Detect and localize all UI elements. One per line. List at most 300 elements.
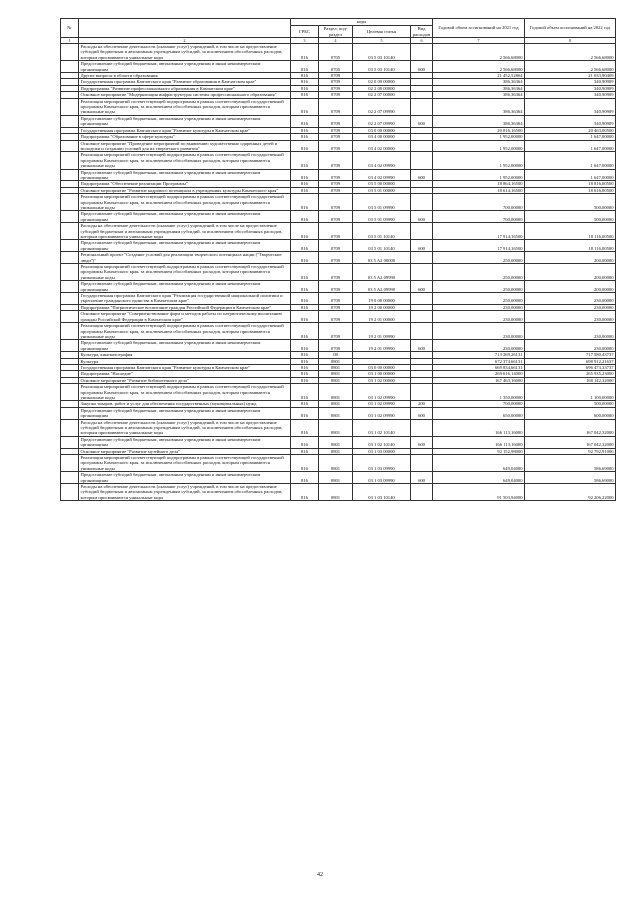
row-grbs: 816 <box>291 377 319 383</box>
num-cell <box>61 384 79 401</box>
row-target: 03 5 A2 09990 <box>353 281 411 293</box>
table-row <box>61 98 616 115</box>
row-name: Предоставление субсидий бюджетным, автономным учреждениям и иным некоммерческим организациям <box>79 340 291 352</box>
num-cell <box>61 169 79 181</box>
row-grbs: 816 <box>291 61 319 73</box>
row-name: Подпрограмма "Обеспечение реализации Программы" <box>79 181 291 187</box>
row-amount-2022: 230,00000 <box>525 323 616 340</box>
row-amount-2021: 649,04000 <box>433 472 525 484</box>
row-amount-2022: 230,00000 <box>525 304 616 310</box>
table-row <box>61 384 616 401</box>
row-name: Предоставление субсидий бюджетным, автономным учреждениям и иным некоммерческим организациям <box>79 472 291 484</box>
table-row <box>61 472 616 484</box>
row-target: 03 5 A2 09990 <box>353 264 411 281</box>
row-razdel: 0801 <box>319 436 353 448</box>
row-grbs: 816 <box>291 364 319 370</box>
row-grbs: 816 <box>291 252 319 264</box>
row-razdel: 0801 <box>319 448 353 454</box>
table-row <box>61 311 616 323</box>
row-amount-2021: 167 463,16000 <box>433 377 525 383</box>
row-amount-2021: 20 816,16500 <box>433 127 525 133</box>
row-vr <box>411 264 433 281</box>
table-row <box>61 211 616 223</box>
table-row <box>61 44 616 61</box>
row-name: Реализация мероприятий соответствующей подпрограммы в рамках соответствующей государственной программы Камчатского края, за исключением обособленных расходов, которым присваиваются уникальные коды <box>79 152 291 169</box>
row-amount-2022: 167 042,32000 <box>525 419 616 436</box>
row-grbs: 816 <box>291 448 319 454</box>
row-grbs: 816 <box>291 140 319 152</box>
row-amount-2021: 91 503,94000 <box>433 484 525 501</box>
row-amount-2022: 21 033,90409 <box>525 73 616 79</box>
row-target: 02 2 07 09990 <box>353 98 411 115</box>
row-razdel: 0709 <box>319 240 353 252</box>
row-name: Расходы на обеспечение деятельности (оказание услуг) учреждений, в том числе на предоставление субсидий бюджетным и автономным учреждениям субсидий, за исключением обособленных расходов, которым присваиваются уникальные коды <box>79 44 291 61</box>
header-grbs: ГРБС <box>291 26 319 38</box>
row-name: Предоставление субсидий бюджетным, автономным учреждениям и иным некоммерческим организациям <box>79 240 291 252</box>
row-razdel: 0705 <box>319 44 353 61</box>
num-cell <box>61 98 79 115</box>
row-vr <box>411 384 433 401</box>
row-amount-2021: 166 113,16000 <box>433 419 525 436</box>
num-cell <box>61 472 79 484</box>
colnum: 5 <box>353 38 411 44</box>
row-razdel: 0709 <box>319 293 353 305</box>
row-razdel: 0709 <box>319 152 353 169</box>
row-amount-2022: 265 935,23000 <box>525 371 616 377</box>
row-name: Предоставление субсидий бюджетным, автономным учреждениям и иным некоммерческим организациям <box>79 169 291 181</box>
row-amount-2022: 200,00000 <box>525 264 616 281</box>
row-grbs: 816 <box>291 264 319 281</box>
row-grbs: 816 <box>291 352 319 358</box>
row-amount-2021: 230,00000 <box>433 323 525 340</box>
row-razdel: 0709 <box>319 194 353 211</box>
colnum: 2 <box>79 38 291 44</box>
row-target: 02 2 00 00000 <box>353 85 411 91</box>
row-grbs: 816 <box>291 44 319 61</box>
num-cell <box>61 340 79 352</box>
row-grbs: 816 <box>291 98 319 115</box>
row-amount-2022: 2 566,68000 <box>525 61 616 73</box>
row-grbs: 816 <box>291 293 319 305</box>
row-target: 03 0 00 00000 <box>353 127 411 133</box>
row-amount-2021: 386,36364 <box>433 92 525 98</box>
row-name: Реализация мероприятий соответствующей подпрограммы в рамках соответствующей государственной программы Камчатского края, за исключением обособленных расходов, которым присваиваются уникальные коды <box>79 194 291 211</box>
num-cell <box>61 407 79 419</box>
row-amount-2022: 500,00000 <box>525 194 616 211</box>
row-vr <box>411 419 433 436</box>
row-amount-2021: 649,04000 <box>433 455 525 472</box>
row-target: 03 1 00 00000 <box>353 371 411 377</box>
row-amount-2022: 168 142,32000 <box>525 377 616 383</box>
num-cell <box>61 484 79 501</box>
num-cell <box>61 252 79 264</box>
row-target: 03 5 A2 00000 <box>353 252 411 264</box>
row-amount-2022: 340,90909 <box>525 79 616 85</box>
row-name: Предоставление субсидий бюджетным, автономным учреждениям и иным некоммерческим организациям <box>79 407 291 419</box>
row-razdel: 0709 <box>319 115 353 127</box>
row-razdel: 0801 <box>319 455 353 472</box>
row-grbs: 816 <box>291 436 319 448</box>
row-name: Культура <box>79 358 291 364</box>
row-vr: 600 <box>411 211 433 223</box>
row-grbs: 816 <box>291 79 319 85</box>
row-razdel: 0709 <box>319 304 353 310</box>
row-name: Предоставление субсидий бюджетным, автономным учреждениям и иным некоммерческим организациям <box>79 281 291 293</box>
row-razdel: 0801 <box>319 358 353 364</box>
row-name: Реализация мероприятий соответствующей подпрограммы в рамках соответствующей государственной программы Камчатского края, за исключением обособленных расходов, которым присваиваются уникальные коды <box>79 384 291 401</box>
row-razdel: 0709 <box>319 85 353 91</box>
num-cell <box>61 323 79 340</box>
row-amount-2022: 340,90909 <box>525 115 616 127</box>
row-razdel: 0709 <box>319 340 353 352</box>
row-target: 03 5 01 09990 <box>353 194 411 211</box>
num-cell <box>61 293 79 305</box>
row-amount-2022: 167 042,32000 <box>525 436 616 448</box>
row-target: 19 2 01 09990 <box>353 323 411 340</box>
row-amount-2022: 20 463,00500 <box>525 127 616 133</box>
row-grbs: 816 <box>291 311 319 323</box>
row-amount-2021: 18 864,16500 <box>433 181 525 187</box>
row-grbs: 816 <box>291 407 319 419</box>
row-vr: 600 <box>411 472 433 484</box>
row-razdel: 0709 <box>319 134 353 140</box>
header-2021: Годовой объем ассигнований на 2021 год <box>433 19 525 38</box>
row-amount-2022: 717 580,43737 <box>525 352 616 358</box>
row-amount-2021: 386,36364 <box>433 79 525 85</box>
row-amount-2022: 92 792,91000 <box>525 448 616 454</box>
table-row <box>61 240 616 252</box>
row-razdel: 0709 <box>319 92 353 98</box>
row-name: Основное мероприятие "Развитие кадрового потенциала в учреждениях культуры Камчатского края" <box>79 187 291 193</box>
table-row <box>61 340 616 352</box>
row-vr: 600 <box>411 407 433 419</box>
row-razdel: 0705 <box>319 61 353 73</box>
table-row <box>61 264 616 281</box>
num-cell <box>61 419 79 436</box>
row-target: 03 1 03 09990 <box>353 455 411 472</box>
row-vr <box>411 44 433 61</box>
row-name: Государственная программа Камчатского края "Развитие культуры в Камчатском крае" <box>79 127 291 133</box>
row-amount-2021: 2 566,68000 <box>433 44 525 61</box>
num-cell <box>61 436 79 448</box>
row-amount-2021: 700,00000 <box>433 194 525 211</box>
table-row <box>61 436 616 448</box>
row-vr: 600 <box>411 281 433 293</box>
row-target: 03 1 03 09990 <box>353 472 411 484</box>
row-name: Реализация мероприятий соответствующей подпрограммы в рамках соответствующей государственной программы Камчатского края, за исключением обособленных расходов, которым присваиваются уникальные коды <box>79 98 291 115</box>
page-number: 42 <box>317 872 323 878</box>
row-grbs: 816 <box>291 401 319 407</box>
row-amount-2021: 250,00000 <box>433 264 525 281</box>
table-row <box>61 194 616 211</box>
row-grbs: 816 <box>291 152 319 169</box>
row-vr <box>411 323 433 340</box>
row-name: Реализация мероприятий соответствующей подпрограммы в рамках соответствующей государственной программы Камчатского края, за исключением обособленных расходов, которым присваиваются уникальные коды <box>79 264 291 281</box>
row-amount-2022: 2 566,68000 <box>525 44 616 61</box>
row-razdel: 0709 <box>319 264 353 281</box>
row-amount-2021: 230,00000 <box>433 304 525 310</box>
row-razdel: 0801 <box>319 407 353 419</box>
row-grbs: 816 <box>291 223 319 240</box>
row-name: Основное мероприятие "Совершенствование форм и методов работы по патриотическому воспитанию граждан Российской Федерации в Камчатском крае" <box>79 311 291 323</box>
row-name: Основное мероприятие "Проведение мероприятий по выявлению художественно одаренных детей и молодежи и созданию условий для их творческого развития" <box>79 140 291 152</box>
row-razdel: 0709 <box>319 252 353 264</box>
header-num: № <box>61 19 79 38</box>
row-target: 03 5 01 10140 <box>353 240 411 252</box>
row-amount-2022: 200,00000 <box>525 281 616 293</box>
num-cell <box>61 115 79 127</box>
row-target: 03 1 02 09990 <box>353 384 411 401</box>
row-amount-2021: 672 374,66131 <box>433 358 525 364</box>
num-cell <box>61 211 79 223</box>
header-target: Целевая статья <box>353 26 411 38</box>
row-razdel: 0801 <box>319 419 353 436</box>
row-target: 02 2 07 00000 <box>353 92 411 98</box>
row-amount-2021: 386,36364 <box>433 85 525 91</box>
table-row <box>61 169 616 181</box>
row-target: 03 4 02 00000 <box>353 140 411 152</box>
row-grbs: 816 <box>291 92 319 98</box>
row-amount-2022: 696 473,33737 <box>525 364 616 370</box>
num-cell <box>61 240 79 252</box>
row-amount-2021: 17 914,16500 <box>433 223 525 240</box>
header-codes: коды <box>291 19 433 26</box>
row-target: 03 1 03 00000 <box>353 448 411 454</box>
row-target: 19 2 01 00000 <box>353 311 411 323</box>
row-vr: 600 <box>411 115 433 127</box>
row-razdel: 0801 <box>319 377 353 383</box>
row-target: 03 0 00 00000 <box>353 364 411 370</box>
row-name: Подпрограмма "Образование в сфере культуры" <box>79 134 291 140</box>
num-cell <box>61 152 79 169</box>
colnum: 6 <box>411 38 433 44</box>
row-amount-2022: 600,00000 <box>525 407 616 419</box>
row-razdel: 0801 <box>319 484 353 501</box>
row-amount-2022: 500,00000 <box>525 211 616 223</box>
header-razdel: Раздел, под-раздел <box>319 26 353 38</box>
row-target: 03 1 02 10140 <box>353 419 411 436</box>
row-amount-2022: 586,69000 <box>525 455 616 472</box>
row-amount-2021: 1 350,00000 <box>433 384 525 401</box>
row-razdel: 0801 <box>319 364 353 370</box>
row-name: Государственная программа Камчатского края "Развитие культуры в Камчатском крае" <box>79 364 291 370</box>
num-cell <box>61 264 79 281</box>
row-target: 03 1 02 09990 <box>353 401 411 407</box>
row-razdel: 0709 <box>319 223 353 240</box>
row-vr: 600 <box>411 169 433 181</box>
row-vr <box>411 140 433 152</box>
row-razdel: 0709 <box>319 281 353 293</box>
table-row <box>61 323 616 340</box>
row-name: Культура, кинематография <box>79 352 291 358</box>
row-name: Региональный проект "Создание условий для реализации творческого потенциала нации ("Творческие люди")" <box>79 252 291 264</box>
row-amount-2021: 700,00000 <box>433 211 525 223</box>
row-amount-2021: 1 952,00000 <box>433 134 525 140</box>
row-target: 03 5 01 09990 <box>353 211 411 223</box>
row-name: Подпрограмма "Патриотическое воспитание граждан Российской Федерации в Камчатском крае" <box>79 304 291 310</box>
num-cell <box>61 281 79 293</box>
row-amount-2021: 230,00000 <box>433 340 525 352</box>
row-target: 03 1 02 00000 <box>353 377 411 383</box>
row-razdel: 0709 <box>319 211 353 223</box>
document-page <box>60 18 615 501</box>
row-amount-2021: 1 952,00000 <box>433 152 525 169</box>
row-target: 03 5 01 10140 <box>353 223 411 240</box>
num-cell <box>61 223 79 240</box>
row-name: Реализация мероприятий соответствующей подпрограммы в рамках соответствующей государственной программы Камчатского края, за исключением обособленных расходов, которым присваиваются уникальные коды <box>79 455 291 472</box>
row-vr <box>411 152 433 169</box>
table-row <box>61 152 616 169</box>
row-target: 03 5 03 10140 <box>353 61 411 73</box>
row-grbs: 816 <box>291 181 319 187</box>
row-grbs: 816 <box>291 281 319 293</box>
row-amount-2021: 386,36364 <box>433 115 525 127</box>
row-grbs: 816 <box>291 127 319 133</box>
row-amount-2022: 698 912,21637 <box>525 358 616 364</box>
row-amount-2022: 1 647,00000 <box>525 134 616 140</box>
row-amount-2022: 1 100,00000 <box>525 384 616 401</box>
row-razdel: 0709 <box>319 311 353 323</box>
row-name: Основное мероприятие "Развитие библиотечного дела" <box>79 377 291 383</box>
row-vr <box>411 484 433 501</box>
num-cell <box>61 194 79 211</box>
row-grbs: 816 <box>291 169 319 181</box>
row-name: Предоставление субсидий бюджетным, автономным учреждениям и иным некоммерческим организациям <box>79 436 291 448</box>
row-grbs: 816 <box>291 187 319 193</box>
row-target: 02 2 07 09990 <box>353 115 411 127</box>
row-amount-2022: 1 647,00000 <box>525 152 616 169</box>
row-amount-2022: 18 116,00500 <box>525 223 616 240</box>
row-name: Закупка товаров, работ и услуг для обеспечения государственных (муниципальных) нужд <box>79 401 291 407</box>
table-row <box>61 484 616 501</box>
row-amount-2021: 230,00000 <box>433 311 525 323</box>
row-amount-2021: 250,00000 <box>433 252 525 264</box>
row-razdel: 0709 <box>319 187 353 193</box>
table-row <box>61 407 616 419</box>
row-amount-2022: 92 206,22000 <box>525 484 616 501</box>
row-name: Реализация мероприятий соответствующей подпрограммы в рамках соответствующей государственной программы Камчатского края, за исключением обособленных расходов, которым присваиваются уникальные коды <box>79 323 291 340</box>
row-name: Государственная программа Камчатского края "Реализация государственной национальной политики и укрепление гражданского единства в Камчатском крае" <box>79 293 291 305</box>
row-amount-2022: 200,00000 <box>525 252 616 264</box>
row-grbs: 816 <box>291 340 319 352</box>
row-target: 03 5 03 10140 <box>353 44 411 61</box>
row-amount-2022: 586,69000 <box>525 472 616 484</box>
row-razdel: 0709 <box>319 127 353 133</box>
num-cell <box>61 311 79 323</box>
row-grbs: 816 <box>291 371 319 377</box>
row-razdel: 0709 <box>319 140 353 152</box>
row-amount-2022: 1 647,00000 <box>525 140 616 152</box>
row-grbs: 816 <box>291 323 319 340</box>
row-amount-2022: 230,00000 <box>525 340 616 352</box>
colnum: 3 <box>291 38 319 44</box>
row-razdel: 0709 <box>319 169 353 181</box>
row-grbs: 816 <box>291 85 319 91</box>
row-amount-2021: 650,00000 <box>433 407 525 419</box>
row-target: 03 1 02 09990 <box>353 407 411 419</box>
row-razdel: 0801 <box>319 371 353 377</box>
table-body <box>61 44 616 501</box>
row-amount-2021: 250,00000 <box>433 281 525 293</box>
row-amount-2021: 166 113,16000 <box>433 436 525 448</box>
row-amount-2021: 2 566,68000 <box>433 61 525 73</box>
row-target: 03 5 01 00000 <box>353 187 411 193</box>
row-target: 19 2 01 09990 <box>353 340 411 352</box>
row-amount-2022: 18 116,00500 <box>525 240 616 252</box>
row-name: Предоставление субсидий бюджетным, автономным учреждениям и иным некоммерческим организациям <box>79 115 291 127</box>
row-grbs: 816 <box>291 472 319 484</box>
row-name: Предоставление субсидий бюджетным, автономным учреждениям и иным некоммерческим организациям <box>79 61 291 73</box>
row-vr <box>411 223 433 240</box>
table-row <box>61 61 616 73</box>
row-grbs: 816 <box>291 73 319 79</box>
row-vr: 200 <box>411 401 433 407</box>
row-grbs: 816 <box>291 304 319 310</box>
header-vr: Вид расходов <box>411 26 433 38</box>
row-name: Расходы на обеспечение деятельности (оказание услуг) учреждений, в том числе на предоставление субсидий бюджетным и автономным учреждениям субсидий, за исключением обособленных расходов, которым присваиваются уникальные коды <box>79 419 291 436</box>
table-row <box>61 140 616 152</box>
row-vr: 600 <box>411 240 433 252</box>
num-cell <box>61 61 79 73</box>
row-target: 03 1 02 10140 <box>353 436 411 448</box>
header-name <box>79 19 291 38</box>
table-row <box>61 252 616 264</box>
table-row <box>61 115 616 127</box>
row-target: 19 0 00 00000 <box>353 293 411 305</box>
row-name: Основное мероприятие "Развитие музейного дела" <box>79 448 291 454</box>
budget-table <box>60 18 616 501</box>
row-razdel: 0801 <box>319 384 353 401</box>
row-amount-2021: 1 952,00000 <box>433 169 525 181</box>
table-row <box>61 455 616 472</box>
row-vr: 600 <box>411 436 433 448</box>
row-grbs: 816 <box>291 358 319 364</box>
row-amount-2022: 18 816,00500 <box>525 181 616 187</box>
row-grbs: 816 <box>291 194 319 211</box>
row-amount-2022: 230,00000 <box>525 311 616 323</box>
row-amount-2022: 340,90909 <box>525 98 616 115</box>
table-row <box>61 223 616 240</box>
row-razdel: 08 <box>319 352 353 358</box>
colnum: 4 <box>319 38 353 44</box>
row-amount-2022: 1 647,00000 <box>525 169 616 181</box>
row-amount-2021: 17 914,16500 <box>433 240 525 252</box>
row-grbs: 816 <box>291 115 319 127</box>
row-grbs: 816 <box>291 134 319 140</box>
row-razdel: 0709 <box>319 79 353 85</box>
table-row <box>61 419 616 436</box>
row-name: Основное мероприятие "Модернизация инфраструктуры системы профессионального образования" <box>79 92 291 98</box>
row-target: 03 1 03 10140 <box>353 484 411 501</box>
row-target: 03 4 00 00000 <box>353 134 411 140</box>
row-vr <box>411 194 433 211</box>
row-vr: 600 <box>411 340 433 352</box>
row-name: Подпрограмма "Наследие" <box>79 371 291 377</box>
row-amount-2021: 700,00000 <box>433 401 525 407</box>
row-amount-2022: 340,90909 <box>525 85 616 91</box>
num-cell <box>61 140 79 152</box>
row-amount-2021: 669 834,66131 <box>433 364 525 370</box>
row-target: 03 4 02 09990 <box>353 152 411 169</box>
row-target: 03 4 02 09990 <box>353 169 411 181</box>
row-name: Расходы на обеспечение деятельности (оказание услуг) учреждений, в том числе на предоставление субсидий бюджетным и автономным учреждениям субсидий, за исключением обособленных расходов, которым присваиваются уникальные коды <box>79 484 291 501</box>
row-grbs: 816 <box>291 211 319 223</box>
row-amount-2021: 713 269,26131 <box>433 352 525 358</box>
colnum: 8 <box>525 38 616 44</box>
row-grbs: 816 <box>291 419 319 436</box>
row-name: Расходы на обеспечение деятельности (оказание услуг) учреждений, в том числе на предоставление субсидий бюджетным и автономным учреждениям субсидий, за исключением обособленных расходов, которым присваиваются уникальные коды <box>79 223 291 240</box>
row-vr <box>411 311 433 323</box>
